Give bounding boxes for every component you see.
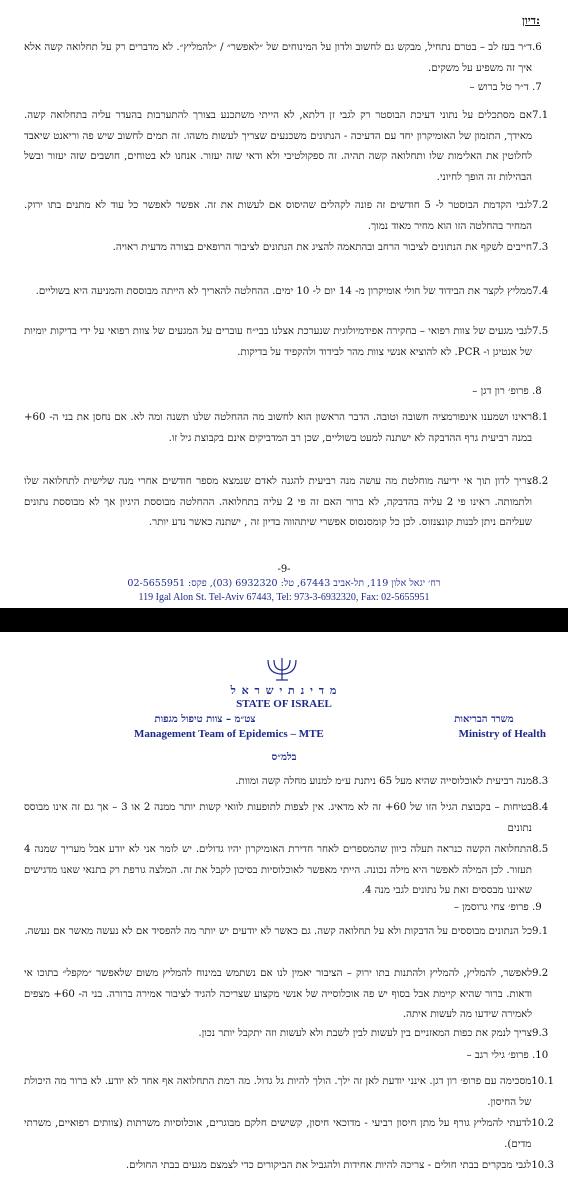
item-10-3 — [24, 1156, 554, 1177]
speaker-name: ד״ר טל ברוש – — [469, 82, 529, 93]
document-page-10 — [0, 632, 568, 1200]
ministry-title-hebrew: משרד הבריאות — [454, 714, 514, 725]
item-8-4 — [24, 798, 554, 839]
item-8-3 — [24, 772, 554, 793]
item-7-2 — [24, 196, 554, 237]
item-7-5 — [24, 322, 554, 363]
item-number: 8.1 — [532, 412, 549, 423]
item-number: 9.3 — [532, 1028, 549, 1039]
item-number: 8.3 — [532, 776, 549, 787]
item-text: ראינו ושמענו אינפורמציה חשובה וטובה. הדבר הראשון הוא לחשוב מה ההחלטה שלנו תשנה ומה לא. אם נחסן את בני ה- 60+ במנה רביעית גרף ההדבקה לא ישתנה למעט בשוליים, שכן רב המדביקים אינם בקבוצת גיל זו. — [24, 412, 532, 444]
item-number: 8.4 — [532, 802, 549, 813]
item-7-speaker — [470, 82, 555, 93]
item-text: חייבים לשקף את הנתונים לציבור הרחב ובהתאמה להציג את הנתונים לציבור הרופאים בצורה מדעית ראויה. — [112, 242, 532, 253]
item-10-speaker — [467, 1050, 554, 1061]
item-text: לגבי הקדמת הבוסטר ל- 5 חודשים זה פונה לקהלים שהיסוס אם לעשות את זה. אפשר לאפשר כל עוד לא מתנים בתו ירוק. המחיר בהחלטה הזו הוא מחיר מאוד נמוך. — [24, 200, 532, 232]
item-text: בטיחות – בקבוצת הגיל הזו של 60+ זה לא מדאיג. אין לצפות לתופעות לוואי קשות יותר ממנה 2 או 3 – אך גם זה אינו מבוסס נתונים — [24, 802, 533, 834]
item-number: 7.5 — [532, 326, 549, 337]
item-number: 10.2 — [531, 1118, 554, 1129]
item-9-speaker — [454, 902, 554, 913]
state-title-english: STATE OF ISRAEL — [236, 698, 332, 710]
item-7-1 — [24, 106, 554, 188]
item-number: 10. — [532, 1050, 549, 1061]
item-text: לגבי מגעים של צוות רפואי – בחקירה אפידמיולוגית שנערכת אצלנו בבי״ח עוברים על המגעים של צוות רפואי על ידי בדיקות יומיות של אנטיגן ו- PCR. לא להוציא אנשי צוות מהר לבידוד ולהקפיד על בדיקות. — [24, 326, 532, 358]
item-8-5 — [24, 840, 554, 902]
address-english: 119 Igal Alon St. Tel-Aviv 67443, Tel: 973-3-6932320, Fax: 02-5655951 — [138, 592, 430, 603]
item-7-3 — [24, 238, 554, 259]
item-number: 7.4 — [532, 286, 549, 297]
item-9-1 — [24, 922, 554, 943]
item-number: 8.5 — [532, 844, 549, 855]
item-number: 9.1 — [532, 926, 549, 937]
item-text: צריך לדון תוך אי ידיעה מוחלטת מה עושה מנה רביעית להגנה לאדם שנמצא מספר חודשים אחרי מנה שלישית לתחלואה שלו ולתמותה. ראינו פי 2 עליה בהדבקה, לא ברור האם זה פי 2 עליה בתחלואה. ההחלטה מבוססת היגיון אך לא מבוססת נתונים שעליהם ניתן לבנות קונצנזוס. לכן כל קומסנסוס אפשרי שיתהווה בדיון זה , ישתנה כאשר נדע יותר. — [24, 476, 532, 528]
item-number: 9. — [532, 902, 542, 913]
page-number: -9- — [277, 564, 291, 575]
item-8-1 — [24, 408, 554, 449]
item-number: 8.2 — [532, 476, 549, 487]
item-number: 7.1 — [532, 110, 549, 121]
address-hebrew: רח׳ יגאל אלון 119, תל-אביב 67443, טל: 6932320 (03), פקס: 02-5655951 — [127, 578, 441, 589]
item-number: 9.2 — [532, 968, 549, 979]
menorah-emblem-icon — [258, 652, 306, 684]
item-text: צריך לנמק את כפות המאזניים בין לעשות לבין לשבת ולא לעשות וזה יתקבל יותר נכון. — [198, 1028, 532, 1039]
item-text: לדעתי להמליץ גורף על מתן חיסון רביעי - מדוכאי חיסון, קשישים חלקם מבוגרים, אוכלוסיות משרתות (צוותים רפואיים, משרתי מדים). — [24, 1118, 532, 1150]
item-text: לאפשר, להמליץ, להמליץ ולהתנות בתו ירוק – הציבור יאמין לנו אם נשתמש במינוח להמליץ משום שלאפשר ״מקפל״ בתוכו אי ודאות. ברור שהיא קיימת אבל בסוף יש פה אוכלוסייה של אנשי מקצוע שצריכה להגיד לציבור אמירה ברורה. בני ה- 60+ מצפים לאמירה שידעו מה לעשות איתה. — [24, 968, 532, 1020]
item-number: 7. — [532, 82, 542, 93]
item-text: מסכימה עם פרופ׳ רון דגן. אינני יודעת לאן זה ילך. הולך להיות גל גדול. מה רמת התחלואה אף אחד לא יודע. לא ברור מה היכולת של החיסון. — [24, 1076, 532, 1108]
item-8-speaker — [472, 386, 554, 397]
ministry-title-english: Ministry of Health — [458, 728, 546, 740]
item-text: ד״ר בעז לב – בטרם נתחיל, מבקש גם לחשוב ולדון על המינוחים של ״לאפשר״ / ״להמליץ״. לא מדברים רק על תחלואה קשה אלא איך זה משפיע על משקים. — [24, 42, 532, 74]
item-9-3 — [24, 1024, 554, 1045]
speaker-name: פרופ׳ רון דגן – — [472, 386, 529, 397]
item-6 — [24, 38, 554, 79]
item-text: ממליץ לקצר את הבידוד של חולי אומיקרון מ- 14 יום ל- 10 ימים. ההחלטה להאריך לא הייתה מבוססת והמניעה היא בשוליים. — [35, 286, 532, 297]
item-text: לגבי מבקרים בבתי חולים - צריכה להיות אחידות ולהגביל את הביקורים כדי לצמצם מגעים בבתי החולים. — [125, 1160, 532, 1171]
item-number: 10.3 — [531, 1160, 554, 1171]
team-title-hebrew: צט״מ – צוות טיפול מגפות — [154, 714, 256, 725]
item-number: 6. — [532, 42, 542, 53]
speaker-name: פרופ׳ צחי גרוסמן – — [453, 902, 529, 913]
item-number: 8. — [532, 386, 542, 397]
page-separator — [0, 608, 568, 632]
item-text: אם מסתכלים על נתוני דעיכת הבוסטר רק לגבי זן דלתא, לא הייתי משתכנע בצורך להתערבות בהעדר עליה בתחלואה קשה. מאידך, התזמון של האומיקרון יחד עם הדעיכה - הנתונים משכנעים שצריך לעשות משהו. זה תמים לחשוב שיש פה וריאנט שיאבד לחלוטין את האלימות שלו ותחלואה קשה תהיה. זה ספקולטיבי ולא ודאי שזה יעזור. אנחנו לא בטוחים, חושבים שזה יעזור ובשל הבהילות זה הופך לחיוני. — [24, 110, 532, 183]
item-number: 10.1 — [531, 1076, 554, 1087]
discussion-heading: דיון: — [522, 14, 540, 27]
team-title-english: Management Team of Epidemics – MTE — [134, 728, 324, 740]
state-title-hebrew: מ ד י נ ת י ש ר א ל — [230, 684, 338, 697]
item-10-1 — [24, 1072, 554, 1113]
classification-label: בלמ״ס — [271, 752, 297, 763]
item-10-2 — [24, 1114, 554, 1155]
item-number: 7.3 — [532, 242, 549, 253]
item-text: התחלואה הקשה כנראה תעלה כיוון שהמספרים לאחר חדירת האומיקרון יהיו גדולים. יש לומר אני לא יודע אבל מעריך שמנה 4 תעזור. לכן המילה לאפשר היא מילה נכונה. הייתי מאפשר לאוכלוסיות בסיכון לקבל את זה. המלצה גורפת רק בתנאי שאנו מדגישים שאיננו מבססים זאת על נתונים לגבי מנה 4. — [24, 844, 532, 896]
item-7-4 — [24, 282, 554, 303]
item-8-2 — [24, 472, 554, 534]
item-text: כל הנתונים מבוססים על הדבקות ולא על תחלואה קשה. גם כאשר לא יודעים יש יותר מה להפסיד אם לא נעשה מאשר אם נעשה. — [24, 926, 532, 937]
item-9-2 — [24, 964, 554, 1026]
item-number: 7.2 — [532, 200, 549, 211]
speaker-name: פרופ׳ גילי רגב – — [466, 1050, 529, 1061]
item-text: מנה רביעית לאוכלוסייה שהיא מעל 65 ניתנת ע״מ למנוע מחלה קשה ומוות. — [235, 776, 532, 787]
